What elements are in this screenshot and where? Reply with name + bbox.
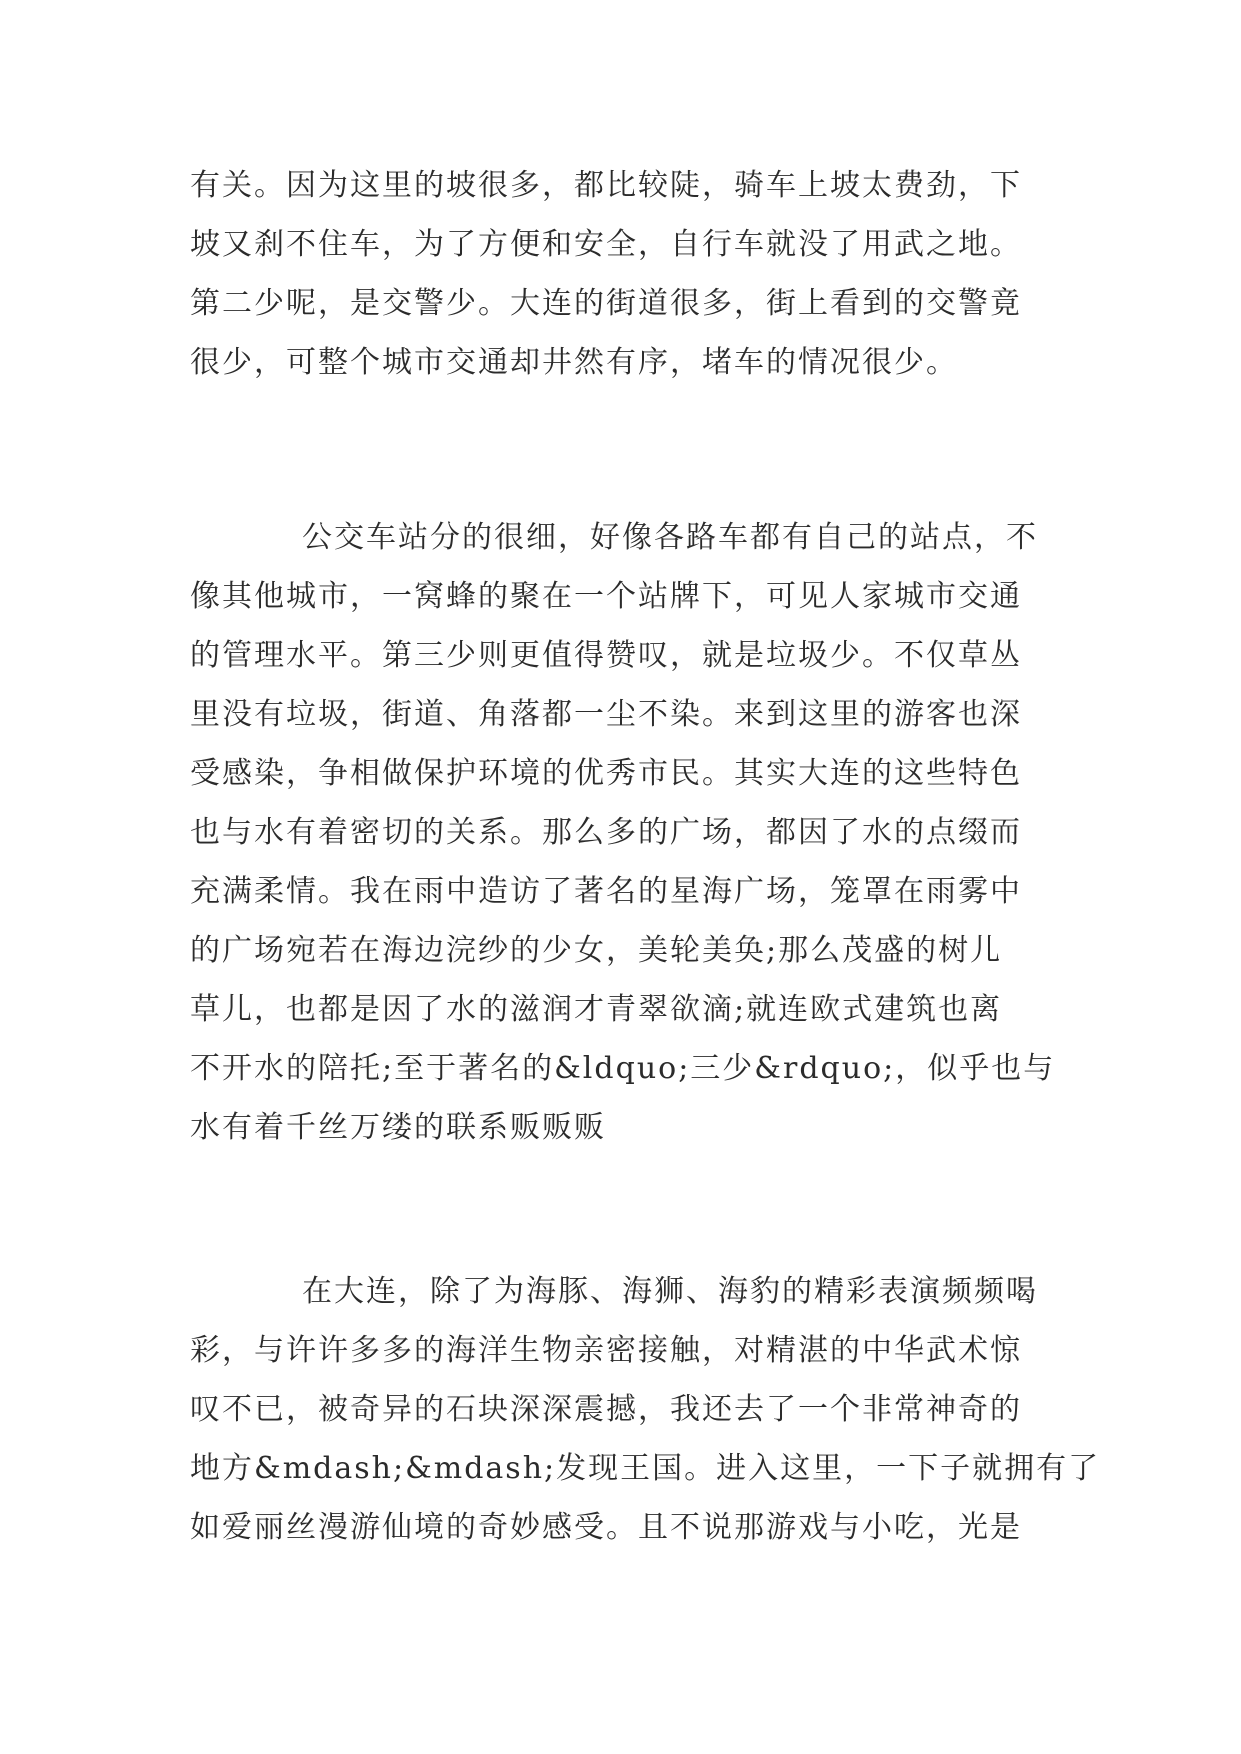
- paragraph-1: [190, 156, 1070, 392]
- text-line: 草儿，也都是因了水的滋润才青翠欲滴;就连欧式建筑也离: [190, 992, 1003, 1027]
- text-line: 不开水的陪托;至于著名的&ldquo;三少&rdquo;，似乎也与: [190, 1051, 1056, 1086]
- text-line: 的管理水平。第三少则更值得赞叹，就是垃圾少。不仅草丛: [190, 638, 1022, 673]
- text-line: 地方&mdash;&mdash;发现王国。进入这里，一下子就拥有了: [190, 1451, 1101, 1486]
- text-line: 里没有垃圾，街道、角落都一尘不染。来到这里的游客也深: [190, 697, 1022, 732]
- text-line: 彩，与许许多多的海洋生物亲密接触，对精湛的中华武术惊: [190, 1333, 1022, 1368]
- text-line: 很少，可整个城市交通却井然有序，堵车的情况很少。: [190, 345, 958, 380]
- text-line: 公交车站分的很细，好像各路车都有自己的站点，不: [302, 520, 1038, 555]
- text-line: 叹不已，被奇异的石块深深震撼，我还去了一个非常神奇的: [190, 1392, 1022, 1427]
- text-line: 水有着千丝万缕的联系贩贩贩: [190, 1110, 606, 1145]
- text-line: 在大连，除了为海豚、海狮、海豹的精彩表演频频喝: [302, 1274, 1038, 1309]
- paragraph-2: [190, 508, 1070, 1157]
- text-line: 如爱丽丝漫游仙境的奇妙感受。且不说那游戏与小吃，光是: [190, 1510, 1022, 1545]
- text-line: 也与水有着密切的关系。那么多的广场，都因了水的点缀而: [190, 815, 1022, 850]
- text-line: 坡又刹不住车，为了方便和安全，自行车就没了用武之地。: [190, 227, 1022, 262]
- text-line: 充满柔情。我在雨中造访了著名的星海广场，笼罩在雨雾中: [190, 874, 1022, 909]
- text-line: 像其他城市，一窝蜂的聚在一个站牌下，可见人家城市交通: [190, 579, 1022, 614]
- text-line: 有关。因为这里的坡很多，都比较陡，骑车上坡太费劲，下: [190, 168, 1022, 203]
- paragraph-3: [190, 1262, 1101, 1557]
- text-line: 的广场宛若在海边浣纱的少女，美轮美奂;那么茂盛的树儿: [190, 933, 1003, 968]
- text-line: 第二少呢，是交警少。大连的街道很多，街上看到的交警竟: [190, 286, 1022, 321]
- text-line: 受感染，争相做保护环境的优秀市民。其实大连的这些特色: [190, 756, 1022, 791]
